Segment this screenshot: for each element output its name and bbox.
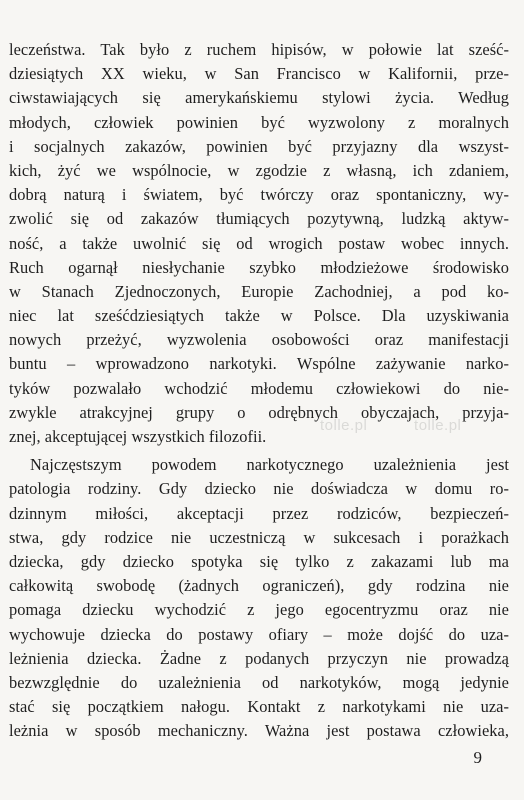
text-line: pomaga dziecku wychodzić z jego egocentryzmu oraz nie [9,600,509,620]
text-line: w Stanach Zjednoczonych, Europie Zachodniej, a pod ko- [9,281,509,301]
paragraph-2 [9,453,509,743]
paragraph-1 [9,38,509,449]
text-line: stwa, gdy rodzice nie uczestniczą w sukcesach i porażkach [9,527,509,547]
text-line: zwykle atrakcyjnej grupy o odrębnych obyczajach, przyja- [9,402,509,422]
text-line: Najczęstszym powodem narkotycznego uzależnienia jest [30,455,509,475]
watermark-text: tolle.pl [320,417,368,434]
text-line: ność, a także uwolnić się od wrogich postaw wobec innych. [9,233,509,253]
text-line: znej, akceptującej wszystkich filozofii. [9,427,267,446]
text-line: dziesiątych XX wieku, w San Francisco w Kalifornii, prze- [9,64,509,84]
watermark-text: tolle.pl [414,417,462,434]
body-text [9,38,509,743]
text-line: nowych przeżyć, wyzwolenia osobowości oraz manifestacji [9,330,509,350]
text-line: dziecka, gdy dziecko spotyka się tylko z zakazami lub ma [9,551,509,571]
text-line: leżnia w sposób mechaniczny. Ważna jest postawa człowieka, [9,721,509,741]
text-line: i socjalnych zakazów, powinien być przyjazny dla wszyst- [9,136,509,156]
text-line: zwolić się od zakazów tłumiących pozytywną, ludzką aktyw- [9,209,509,229]
text-line: niec lat sześćdziesiątych także w Polsce. Dla uzyskiwania [9,306,509,326]
text-line: ciwstawiających się amerykańskiemu stylowi życia. Według [9,88,509,108]
text-line: dobrą naturą i światem, być twórczy oraz spontaniczny, wy- [9,185,509,205]
text-line: dzinnym miłości, akceptacji przez rodziców, bezpieczeń- [9,503,509,523]
text-line: leczeństwa. Tak było z ruchem hipisów, w połowie lat sześć- [9,40,509,59]
page-number: 9 [473,748,482,767]
text-line: bezwzględnie do uzależnienia od narkotyków, mogą jedynie [9,672,509,692]
text-line: tyków pozwalało wchodzić młodemu człowiekowi do nie- [9,378,509,398]
text-line: całkowitą swobodę (żadnych ograniczeń), gdy rodzina nie [9,576,509,596]
text-line: wychowuje dziecka do postawy ofiary – może dojść do uza- [9,624,509,644]
text-line: młodych, człowiek powinien być wyzwolony z moralnych [9,112,509,132]
text-line: patologia rodziny. Gdy dziecko nie doświadcza w domu ro- [9,479,509,499]
text-line: kich, żyć we wspólnocie, w zgodzie z własną, ich zdaniem, [9,160,509,180]
text-line: stać się początkiem nałogu. Kontakt z narkotykami nie uza- [9,697,509,717]
text-line: buntu – wprowadzono narkotyki. Wspólne zażywanie narko- [9,354,509,374]
text-line: leżnienia dziecka. Żadne z podanych przyczyn nie prowadzą [9,648,509,668]
text-line: Ruch ogarnął niesłychanie szybko młodzieżowe środowisko [9,257,509,277]
